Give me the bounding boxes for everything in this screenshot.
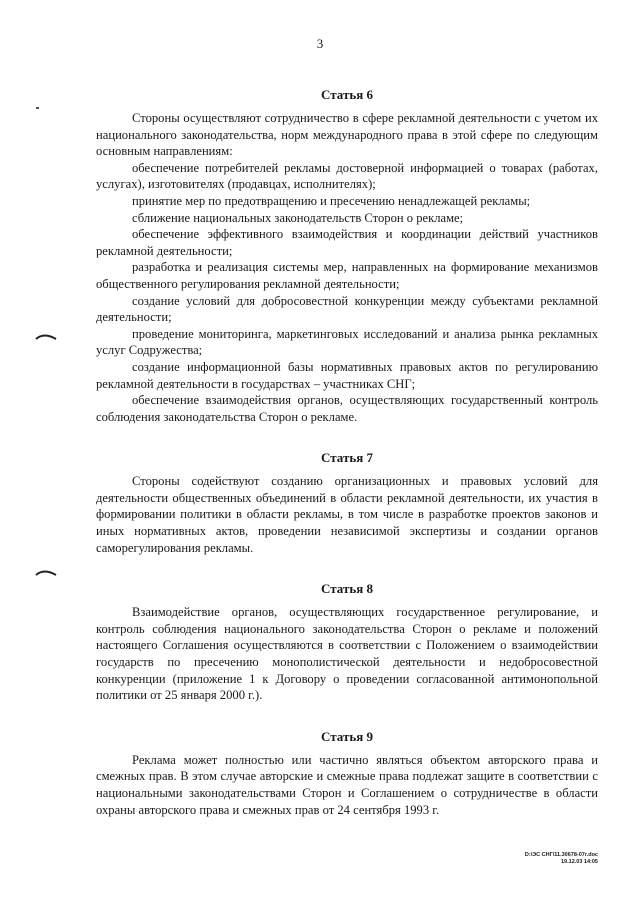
article-8 (96, 580, 598, 704)
file-reference: D:\ЭС СНГ\11.30678-07r.doc (524, 852, 598, 858)
paragraph: проведение мониторинга, маркетинговых исследований и анализа рынка рекламных услуг Содружества; (96, 326, 598, 358)
paragraph: Стороны содействуют созданию организационных и правовых условий для деятельности общественных объединений в области рекламной деятельности, их участия в формировании политики в области рекламы, в том числе в разработке проектов законов и иных нормативных актов, проведении независимой экспертизы и создании органов саморегулирования рекламы. (96, 474, 598, 555)
paragraph: разработка и реализация системы мер, направленных на формирование механизмов общественного регулирования рекламной деятельности; (96, 260, 598, 291)
article-title: Статья 7 (321, 450, 373, 466)
paragraph: обеспечение потребителей рекламы достоверной информацией о товарах (работах, услугах), изготовителях (продавцах, исполнителях); (96, 160, 598, 192)
paragraph: Реклама может полностью или частично являться объектом авторского права и смежных прав. В этом случае авторские и смежные права подлежат защите в соответствии с национальными законодательствами Сторон и Соглашением о сотрудничестве в области охраны авторского права и смежных прав от 24 сентября 1993 г. (96, 752, 598, 817)
paragraph: создание условий для добросовестной конкуренции между субъектами рекламной деятельности; (96, 293, 598, 325)
document-body (96, 86, 598, 842)
scan-speck (36, 107, 39, 109)
article-6 (96, 86, 598, 425)
paragraph: обеспечение эффективного взаимодействия и координации действий участников рекламной деятельности; (96, 227, 598, 258)
paragraph: создание информационной базы нормативных правовых актов по регулированию рекламной деятельности в государствах – участниках СНГ; (96, 359, 598, 391)
article-title: Статья 8 (321, 581, 373, 597)
scan-mark (34, 330, 60, 344)
paragraph: Взаимодействие органов, осуществляющих государственное регулирование, и контроль соблюдения национального законодательства Сторон о рекламе и положений настоящего Соглашения осуществляются в соответствии с Положением о взаимодействии государств по пресечению монополистической деятельности и недобросовестной конкуренции (приложение 1 к Договору о проведении согласованной антимонопольной политики от 25 января 2000 г.). (96, 605, 598, 703)
paragraph: Стороны осуществляют сотрудничество в сфере рекламной деятельности с учетом их национального законодательства, норм международного права в этой сфере по следующим основным направлениям: (96, 111, 598, 159)
article-7 (96, 449, 598, 556)
paragraph: принятие мер по предотвращению и пресечению ненадлежащей рекламы; (132, 193, 531, 208)
file-footer (525, 852, 598, 866)
scan-mark (34, 566, 60, 580)
article-9 (96, 728, 598, 818)
article-title: Статья 6 (321, 87, 373, 102)
article-title: Статья 9 (321, 728, 373, 744)
paragraph: сближение национальных законодательств Сторон о рекламе; (132, 210, 464, 225)
paragraph: обеспечение взаимодействия органов, осуществляющих государственный контроль соблюдения законодательства Сторон о рекламе. (96, 393, 598, 424)
file-date: 19.12.03 14:05 (560, 859, 598, 865)
page-number: 3 (316, 36, 324, 51)
